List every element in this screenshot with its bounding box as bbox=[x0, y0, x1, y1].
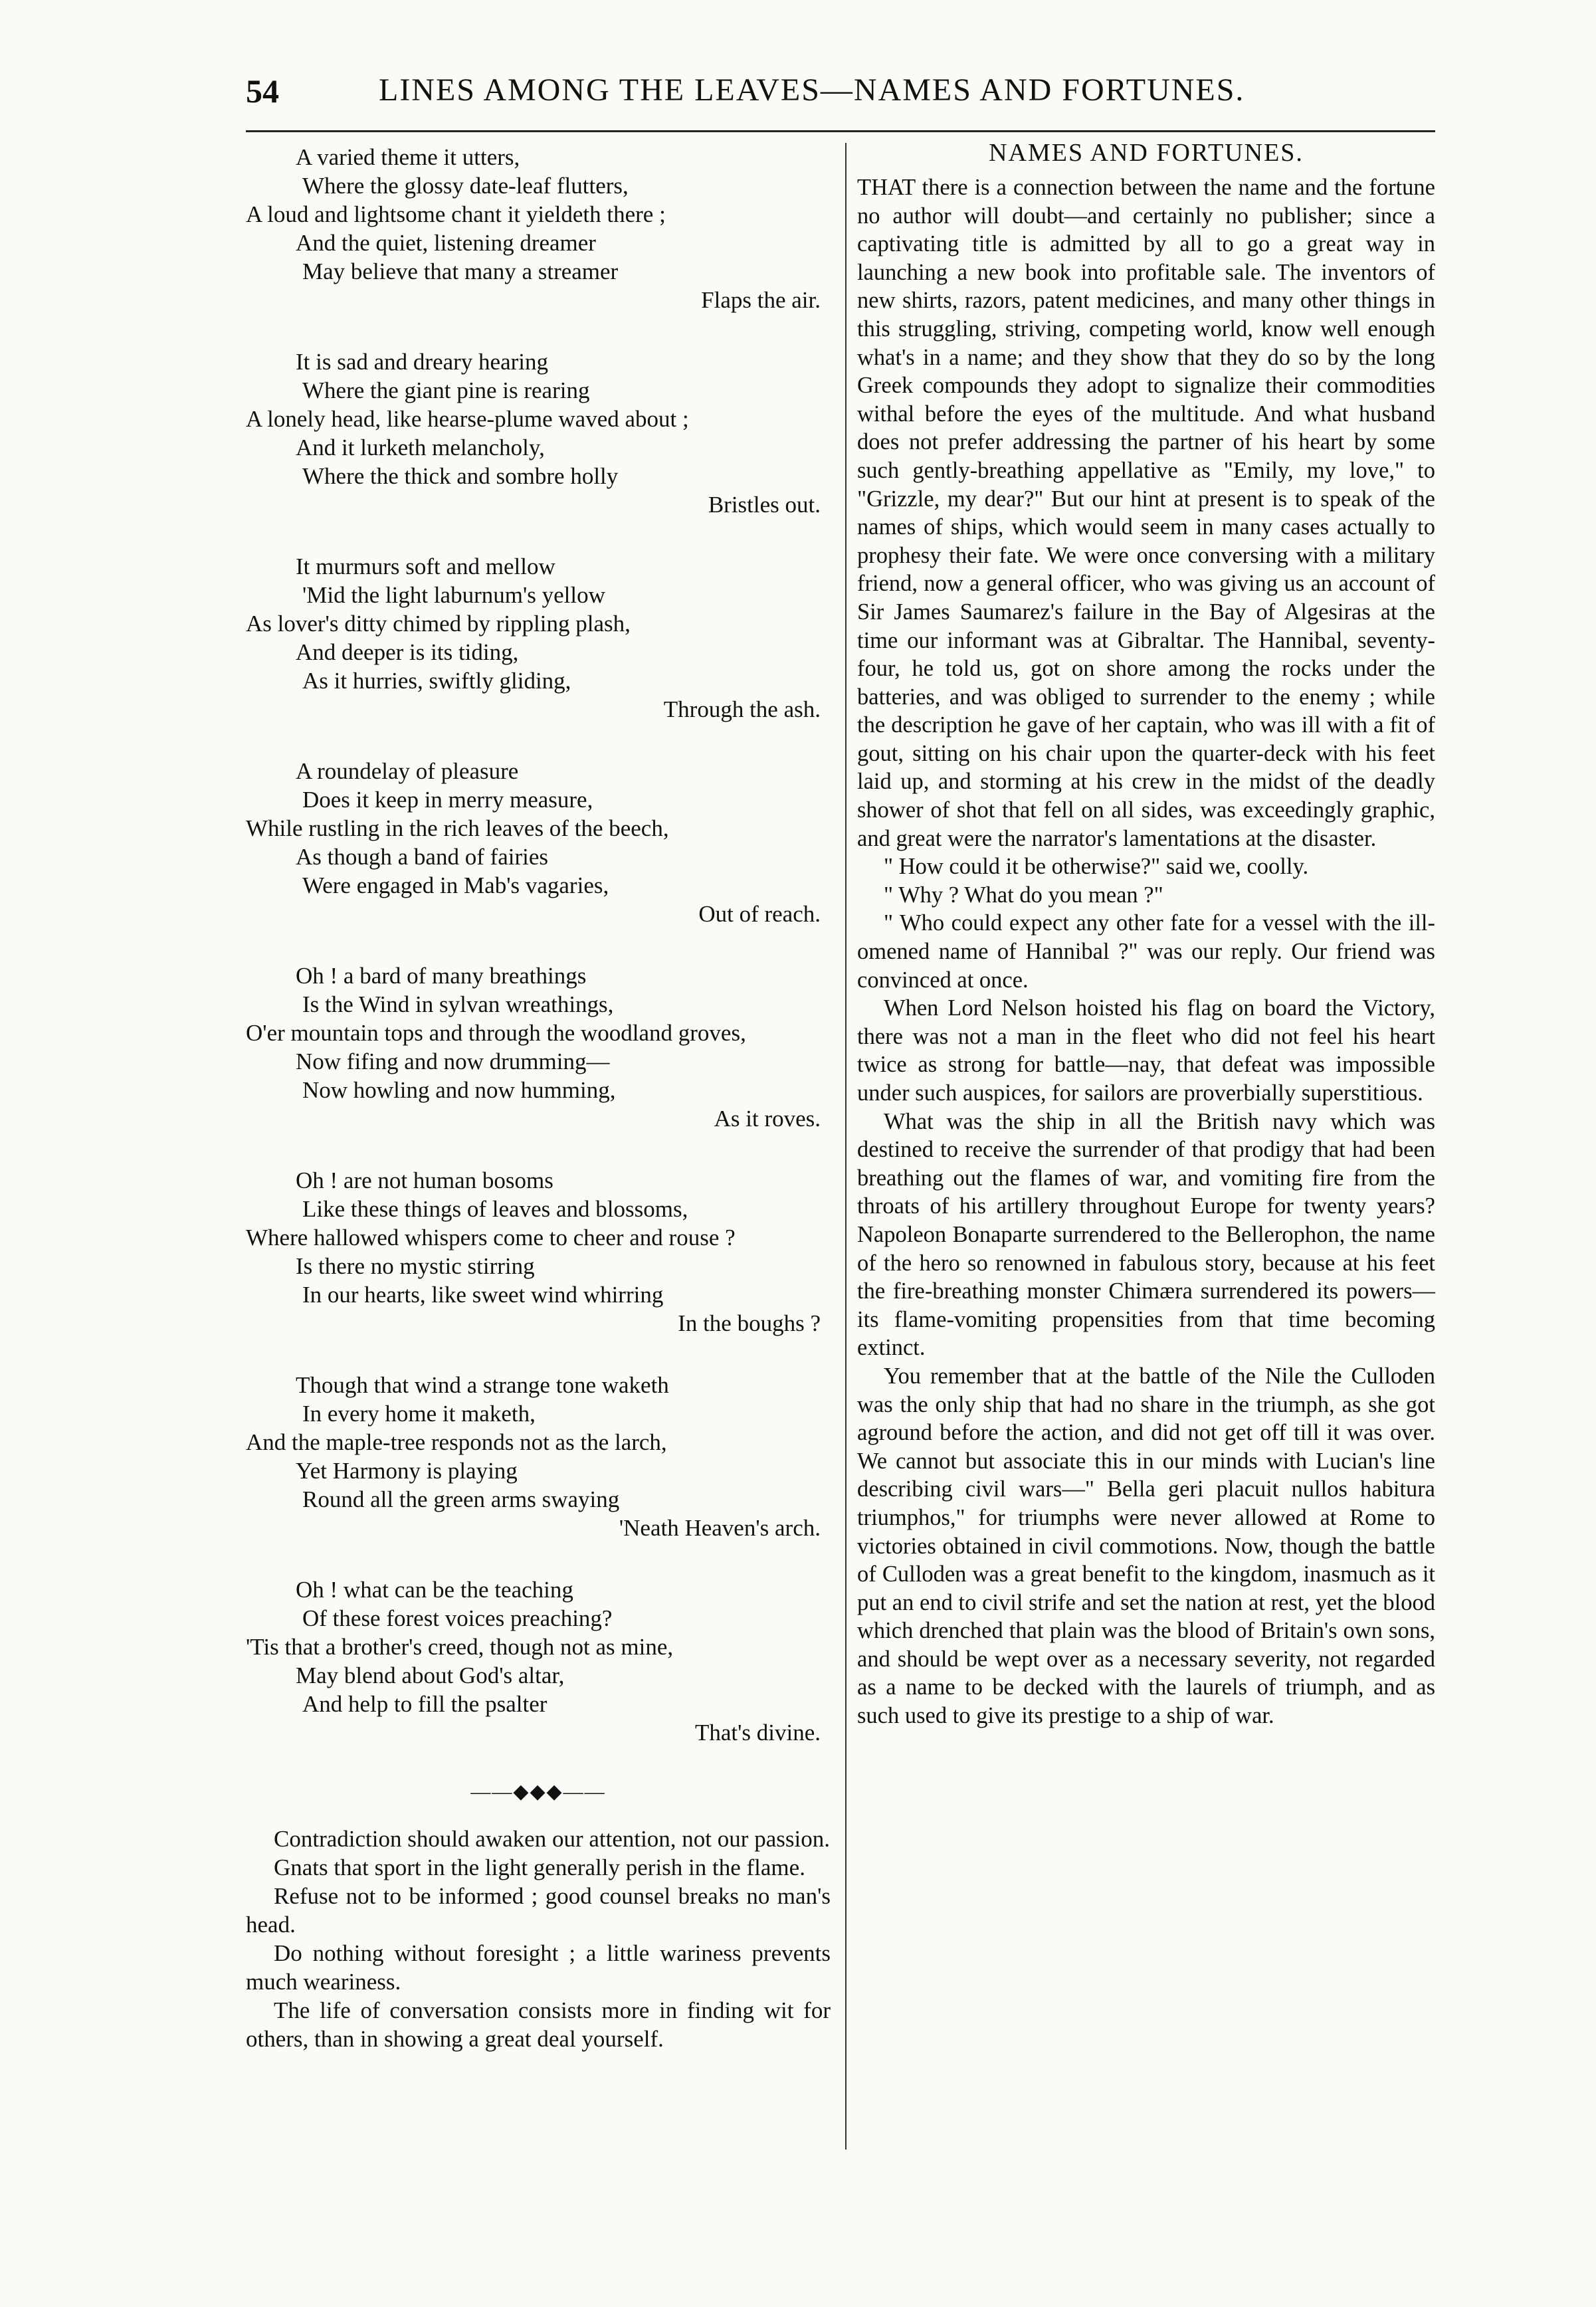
article-title: NAMES AND FORTUNES. bbox=[989, 139, 1304, 167]
poem-line: Were engaged in Mab's vagaries, bbox=[302, 872, 609, 898]
poem-line: Bristles out. bbox=[708, 492, 821, 518]
poem-stanza bbox=[246, 757, 831, 928]
proverb: Refuse not to be informed ; good counsel breaks no man's head. bbox=[246, 1883, 831, 1938]
poem-line: And the quiet, listening dreamer bbox=[296, 230, 596, 256]
poem-line: As though a band of fairies bbox=[296, 844, 549, 870]
left-column bbox=[246, 143, 831, 2053]
proverb: Gnats that sport in the light generally perish in the flame. bbox=[274, 1855, 805, 1880]
poem-stanza bbox=[246, 1371, 831, 1542]
poem-line: Now fifing and now drumming— bbox=[296, 1049, 610, 1074]
article-paragraph: What was the ship in all the British navy which was destined to receive the surrender of that prodigy that had been breathing out the flames of war, and vomiting fire from the throats of his artillery throughout Europe for twenty years? Napoleon Bonaparte surrendered to the Bellerophon, the name of the hero so renowned in fabulous story, because at his feet the fire-breathing monster Chimæra surrendered its powers—its flame-vomiting propensities from that time becoming extinct. bbox=[857, 1108, 1435, 1361]
poem-stanza bbox=[246, 1166, 831, 1338]
article-paragraph: " How could it be otherwise?" said we, coolly. bbox=[884, 854, 1309, 880]
poem-line: 'Tis that a brother's creed, though not as mine, bbox=[246, 1634, 674, 1660]
poem-line: And the maple-tree responds not as the larch, bbox=[246, 1429, 667, 1455]
poem-line: May blend about God's altar, bbox=[296, 1662, 565, 1688]
poem-line: And it lurketh melancholy, bbox=[296, 435, 545, 460]
ornament-divider: ——◆◆◆—— bbox=[470, 1781, 606, 1803]
poem-stanza bbox=[246, 143, 831, 314]
poem-line: In our hearts, like sweet wind whirring bbox=[302, 1282, 664, 1308]
poem-line: A varied theme it utters, bbox=[296, 144, 520, 170]
proverb: Do nothing without foresight ; a little wariness prevents much weariness. bbox=[246, 1940, 831, 1995]
page-number: 54 bbox=[246, 72, 279, 110]
header-rule bbox=[246, 130, 1435, 132]
poem-line: As lover's ditty chimed by rippling plash, bbox=[246, 611, 631, 637]
poem-line: As it roves. bbox=[714, 1106, 821, 1132]
poem-line: As it hurries, swiftly gliding, bbox=[302, 668, 571, 694]
poem-line: And help to fill the psalter bbox=[302, 1691, 548, 1717]
article-paragraph: " Why ? What do you mean ?" bbox=[884, 882, 1163, 908]
proverb: The life of conversation consists more in finding wit for others, than in showing a great deal yourself. bbox=[246, 1997, 831, 2052]
poem-line: O'er mountain tops and through the woodland groves, bbox=[246, 1020, 746, 1046]
article-paragraph: " Who could expect any other fate for a vessel with the ill-omened name of Hannibal ?" was our reply. Our friend was convinced at once. bbox=[857, 910, 1435, 993]
poem-line: It is sad and dreary hearing bbox=[296, 349, 548, 375]
poem-line: Where the thick and sombre holly bbox=[302, 463, 619, 489]
article-paragraph: You remember that at the battle of the Nile the Culloden was the only ship that had no share in the triumph, as she got aground before the action, and did not get off till it was over. We cannot but associate this in our minds with Lucian's line describing civil wars—" Bella geri placuit nullos habitura triumphos," for triumphs were never allowed at Rome to victories obtained in civil commotions. Now, though the battle of Culloden was a great benefit to the kingdom, inasmuch as it put an end to civil strife and set the nation at rest, yet the blood which drenched that plain was the blood of Britain's own sons, and should be wept over as a necessary severity, not regarded as a name to be decked with the laurels of triumph, and as such used to give its prestige to a ship of war. bbox=[857, 1363, 1435, 1729]
running-title: LINES AMONG THE LEAVES—NAMES AND FORTUNES. bbox=[379, 72, 1245, 108]
poem-line: Through the ash. bbox=[663, 696, 821, 722]
poem-line: It murmurs soft and mellow bbox=[296, 553, 555, 579]
column-divider bbox=[845, 143, 847, 2150]
poem-line: That's divine. bbox=[694, 1720, 821, 1746]
article-body bbox=[857, 173, 1435, 1730]
poem-line: May believe that many a streamer bbox=[302, 258, 619, 284]
poem-line: While rustling in the rich leaves of the beech, bbox=[246, 815, 669, 841]
poem-line: Of these forest voices preaching? bbox=[302, 1605, 613, 1631]
poem-line: In the boughs ? bbox=[678, 1310, 821, 1336]
poem-line: Where hallowed whispers come to cheer and rouse ? bbox=[246, 1225, 736, 1251]
poem-line: Does it keep in merry measure, bbox=[302, 787, 593, 813]
poem-line: Flaps the air. bbox=[701, 287, 821, 313]
poem-line: Yet Harmony is playing bbox=[296, 1458, 518, 1484]
poem-line: Oh ! are not human bosoms bbox=[296, 1167, 553, 1193]
poem-line: Oh ! what can be the teaching bbox=[296, 1577, 573, 1603]
proverb: Contradiction should awaken our attention, not our passion. bbox=[274, 1826, 830, 1852]
poem-line: A roundelay of pleasure bbox=[296, 758, 519, 784]
poem-line: Though that wind a strange tone waketh bbox=[296, 1372, 669, 1398]
article-paragraph: When Lord Nelson hoisted his flag on board the Victory, there was not a man in the fleet who did not feel his heart twice as strong for battle—nay, that defeat was impossible under such auspices, for sailors are proverbially superstitious. bbox=[857, 995, 1435, 1106]
poem-stanza bbox=[246, 1575, 831, 1747]
poem-line: Is there no mystic stirring bbox=[296, 1253, 535, 1279]
poem-stanza bbox=[246, 961, 831, 1133]
right-column bbox=[857, 136, 1435, 1730]
poem-line: Oh ! a bard of many breathings bbox=[296, 963, 587, 989]
poem-stanza bbox=[246, 348, 831, 519]
poem-line: Round all the green arms swaying bbox=[302, 1486, 620, 1512]
poem-line: Is the Wind in sylvan wreathings, bbox=[302, 991, 614, 1017]
poem-line: Like these things of leaves and blossoms, bbox=[302, 1196, 688, 1222]
poem-line: A lonely head, like hearse-plume waved about ; bbox=[246, 406, 689, 432]
poem-stanza bbox=[246, 552, 831, 724]
poem-line: Where the giant pine is rearing bbox=[302, 377, 590, 403]
article-paragraph: THAT there is a connection between the name and the fortune no author will doubt—and certainly no publisher; since a captivating title is admitted by all to go a great way in launching a new book into profitable sale. The inventors of new shirts, razors, patent medicines, and many other things in this struggling, striving, competing world, know well enough what's in a name; and they show that they do so by the long Greek compounds they adopt to signalize their commodities withal before the eyes of the multitude. And what husband does not prefer addressing the partner of his heart by some such gently-breathing appellative as "Emily, my love," to "Grizzle, my dear?" But our hint at present is to speak of the names of ships, which would seem in many cases actually to prophesy their fate. We were once conversing with a military friend, now a general officer, who was giving us an account of Sir James Saumarez's failure in the Bay of Algesiras at the time our informant was at Gibraltar. The Hannibal, seventy-four, he told us, got on shore among the rocks under the batteries, and was obliged to surrender to the enemy ; while the description he gave of her captain, who was ill with a fit of gout, sitting on his chair upon the quarter-deck with his feet laid up, and storming at his crew in the midst of the deadly shower of shot that fell on all sides, was exceedingly graphic, and great were the narrator's lamentations at the disaster. bbox=[857, 175, 1435, 851]
poem-line: Out of reach. bbox=[698, 901, 821, 927]
poem-line: Now howling and now humming, bbox=[302, 1077, 616, 1103]
poem-line: And deeper is its tiding, bbox=[296, 639, 519, 665]
poem-line: In every home it maketh, bbox=[302, 1401, 536, 1427]
poem-line: A loud and lightsome chant it yieldeth there ; bbox=[246, 201, 666, 227]
poem-line: 'Mid the light laburnum's yellow bbox=[302, 582, 605, 608]
proverbs bbox=[246, 1825, 831, 2053]
poem bbox=[246, 143, 831, 1747]
page-header bbox=[246, 72, 1435, 125]
poem-line: Where the glossy date-leaf flutters, bbox=[302, 173, 629, 199]
poem-line: 'Neath Heaven's arch. bbox=[619, 1515, 821, 1541]
